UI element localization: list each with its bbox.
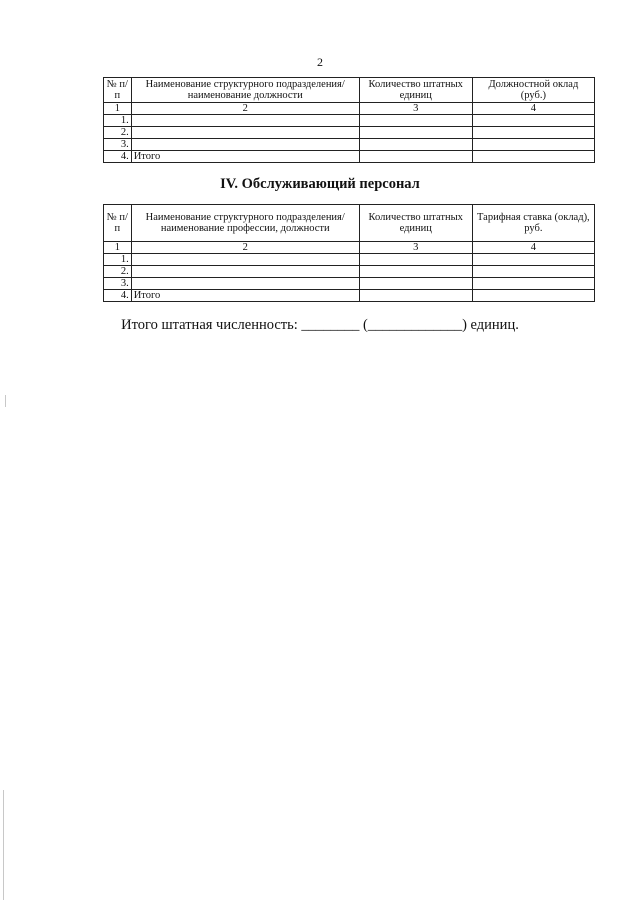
row-count-cell: [359, 278, 472, 290]
total-staff-line: Итого штатная численность: ________ (_____________) единиц.: [121, 317, 519, 333]
row-index: 3.: [104, 278, 132, 290]
row-rate-cell: [472, 266, 594, 278]
row-name-cell: [131, 127, 359, 139]
table-row-total: [104, 151, 595, 163]
row-index: 3.: [104, 139, 132, 151]
column-number: 4: [472, 242, 594, 254]
section-title: IV. Обслуживающий персонал: [220, 176, 420, 192]
row-index: 2.: [104, 266, 132, 278]
header-salary: Должностной оклад (руб.): [472, 78, 594, 103]
column-number: 1: [104, 103, 132, 115]
table-row: [104, 115, 595, 127]
staff-table-1: [103, 77, 595, 163]
scan-mark: [5, 395, 6, 407]
header-number: № п/п: [104, 78, 132, 103]
row-count-cell: [359, 266, 472, 278]
column-number-row: [104, 103, 595, 115]
row-name-cell: [131, 278, 359, 290]
header-name: Наименование структурного подразделения/наименование должности: [131, 78, 359, 103]
table-row: [104, 127, 595, 139]
header-count: Количество штатных единиц: [359, 78, 472, 103]
column-number: 1: [104, 242, 132, 254]
column-number: 4: [472, 103, 594, 115]
row-name-cell: [131, 254, 359, 266]
row-count-cell: [359, 290, 472, 302]
row-name-cell: [131, 139, 359, 151]
row-count-cell: [359, 139, 472, 151]
table-row: [104, 254, 595, 266]
row-salary-cell: [472, 151, 594, 163]
table-row: [104, 278, 595, 290]
row-name-cell: [131, 115, 359, 127]
row-index: 4.: [104, 151, 132, 163]
column-number: 2: [131, 242, 359, 254]
row-name-cell: Итого: [131, 151, 359, 163]
staff-table-2: [103, 204, 595, 302]
header-name: Наименование структурного подразделения/наименование профессии, должности: [131, 205, 359, 242]
table-header-row: [104, 205, 595, 242]
header-number: № п/п: [104, 205, 132, 242]
column-number: 3: [359, 103, 472, 115]
column-number-row: [104, 242, 595, 254]
row-rate-cell: [472, 290, 594, 302]
table-row-total: [104, 290, 595, 302]
row-rate-cell: [472, 278, 594, 290]
column-number: 3: [359, 242, 472, 254]
page-number: 2: [317, 55, 323, 69]
table-row: [104, 139, 595, 151]
row-salary-cell: [472, 139, 594, 151]
row-index: 1.: [104, 115, 132, 127]
row-count-cell: [359, 115, 472, 127]
row-count-cell: [359, 127, 472, 139]
row-salary-cell: [472, 127, 594, 139]
row-count-cell: [359, 254, 472, 266]
scan-mark: [3, 790, 4, 900]
table-header-row: [104, 78, 595, 103]
row-index: 1.: [104, 254, 132, 266]
row-name-cell: Итого: [131, 290, 359, 302]
header-rate: Тарифная ставка (оклад), руб.: [472, 205, 594, 242]
column-number: 2: [131, 103, 359, 115]
row-salary-cell: [472, 115, 594, 127]
row-count-cell: [359, 151, 472, 163]
row-rate-cell: [472, 254, 594, 266]
table-row: [104, 266, 595, 278]
header-count: Количество штатных единиц: [359, 205, 472, 242]
row-name-cell: [131, 266, 359, 278]
row-index: 4.: [104, 290, 132, 302]
row-index: 2.: [104, 127, 132, 139]
